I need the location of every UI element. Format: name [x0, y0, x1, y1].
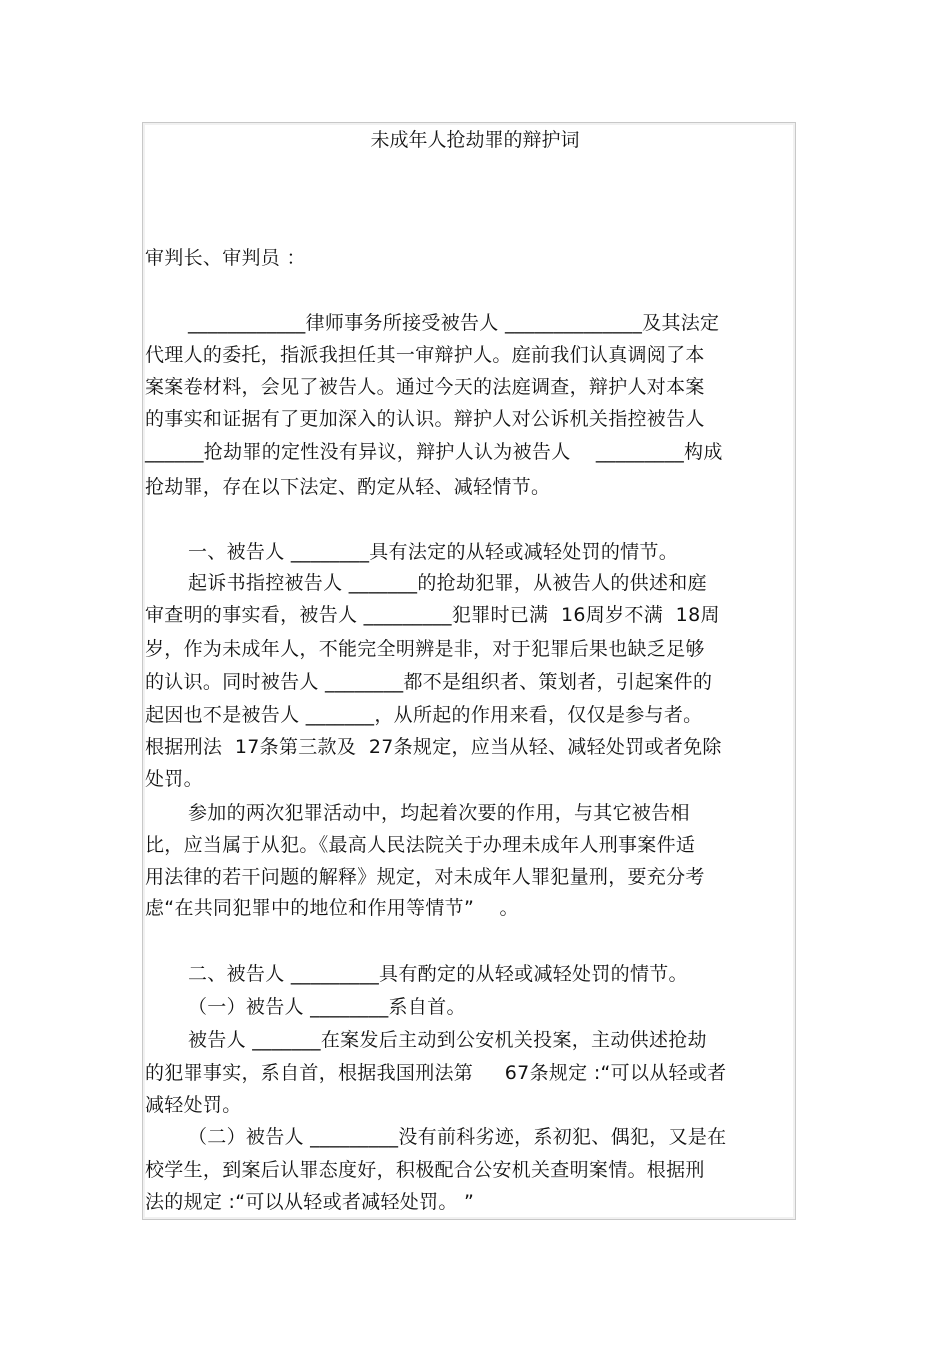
para2-line-6: 根据刑法 17条第三款及 27条规定，应当从轻、减轻处罚或者免除 — [145, 736, 722, 758]
para2-line-2: 审查明的事实看，被告人 _________犯罪时已满 16周岁不满 18周 — [145, 604, 720, 626]
para5-line-2: 校学生，到案后认罪态度好，积极配合公安机关查明案情。根据刑 — [145, 1159, 705, 1181]
para1-line-6: 抢劫罪，存在以下法定、酌定从轻、减轻情节。 — [145, 476, 551, 498]
para3-line-2: 比，应当属于从犯。《最高人民法院关于办理未成年人刑事案件适 — [145, 834, 696, 856]
para3-line-1: 参加的两次犯罪活动中，均起着次要的作用，与其它被告相 — [188, 802, 690, 824]
sub1-heading: （一）被告人 ________系自首。 — [188, 996, 466, 1018]
para1-line-3: 案案卷材料，会见了被告人。通过今天的法庭调查，辩护人对本案 — [145, 376, 705, 398]
para2-line-1: 起诉书指控被告人 _______的抢劫犯罪，从被告人的供述和庭 — [188, 572, 707, 594]
para4-line-3: 减轻处罚。 — [145, 1094, 242, 1116]
para4-line-2: 的犯罪事实，系自首，根据我国刑法第 67条规定 :“可以从轻或者 — [145, 1062, 727, 1084]
section2-heading: 二、被告人 _________具有酌定的从轻或减轻处罚的情节。 — [188, 963, 688, 985]
para4-line-1: 被告人 _______在案发后主动到公安机关投案，主动供述抢劫 — [188, 1029, 707, 1051]
para5-line-3: 法的规定 :“可以从轻或者减轻处罚。 ” — [145, 1191, 475, 1213]
para1-line-5: ______抢劫罪的定性没有异议，辩护人认为被告人 _________构成 — [145, 441, 723, 463]
para2-line-3: 岁，作为未成年人，不能完全明辨是非，对于犯罪后果也缺乏足够 — [145, 638, 705, 660]
para2-line-5: 起因也不是被告人 _______，从所起的作用来看，仅仅是参与者。 — [145, 704, 703, 726]
para3-line-4: 虑“在共同犯罪中的地位和作用等情节” 。 — [145, 897, 519, 919]
section1-heading: 一、被告人 ________具有法定的从轻或减轻处罚的情节。 — [188, 541, 679, 563]
document-title: 未成年人抢劫罪的辩护词 — [370, 129, 580, 151]
para5-line-1: （二）被告人 _________没有前科劣迹，系初犯、偶犯，又是在 — [188, 1126, 727, 1148]
para2-line-7: 处罚。 — [145, 768, 203, 790]
para1-line-4: 的事实和证据有了更加深入的认识。辩护人对公诉机关指控被告人 — [145, 408, 705, 430]
para2-line-4: 的认识。同时被告人 ________都不是组织者、策划者，引起案件的 — [145, 671, 713, 693]
para3-line-3: 用法律的若干问题的解释》规定，对未成年人罪犯量刑，要充分考 — [145, 866, 705, 888]
salutation: 审判长、审判员 ： — [145, 247, 306, 269]
para1-line-1: ____________律师事务所接受被告人 ______________及其法定 — [188, 312, 720, 334]
para1-line-2: 代理人的委托，指派我担任其一审辩护人。庭前我们认真调阅了本 — [145, 344, 705, 366]
